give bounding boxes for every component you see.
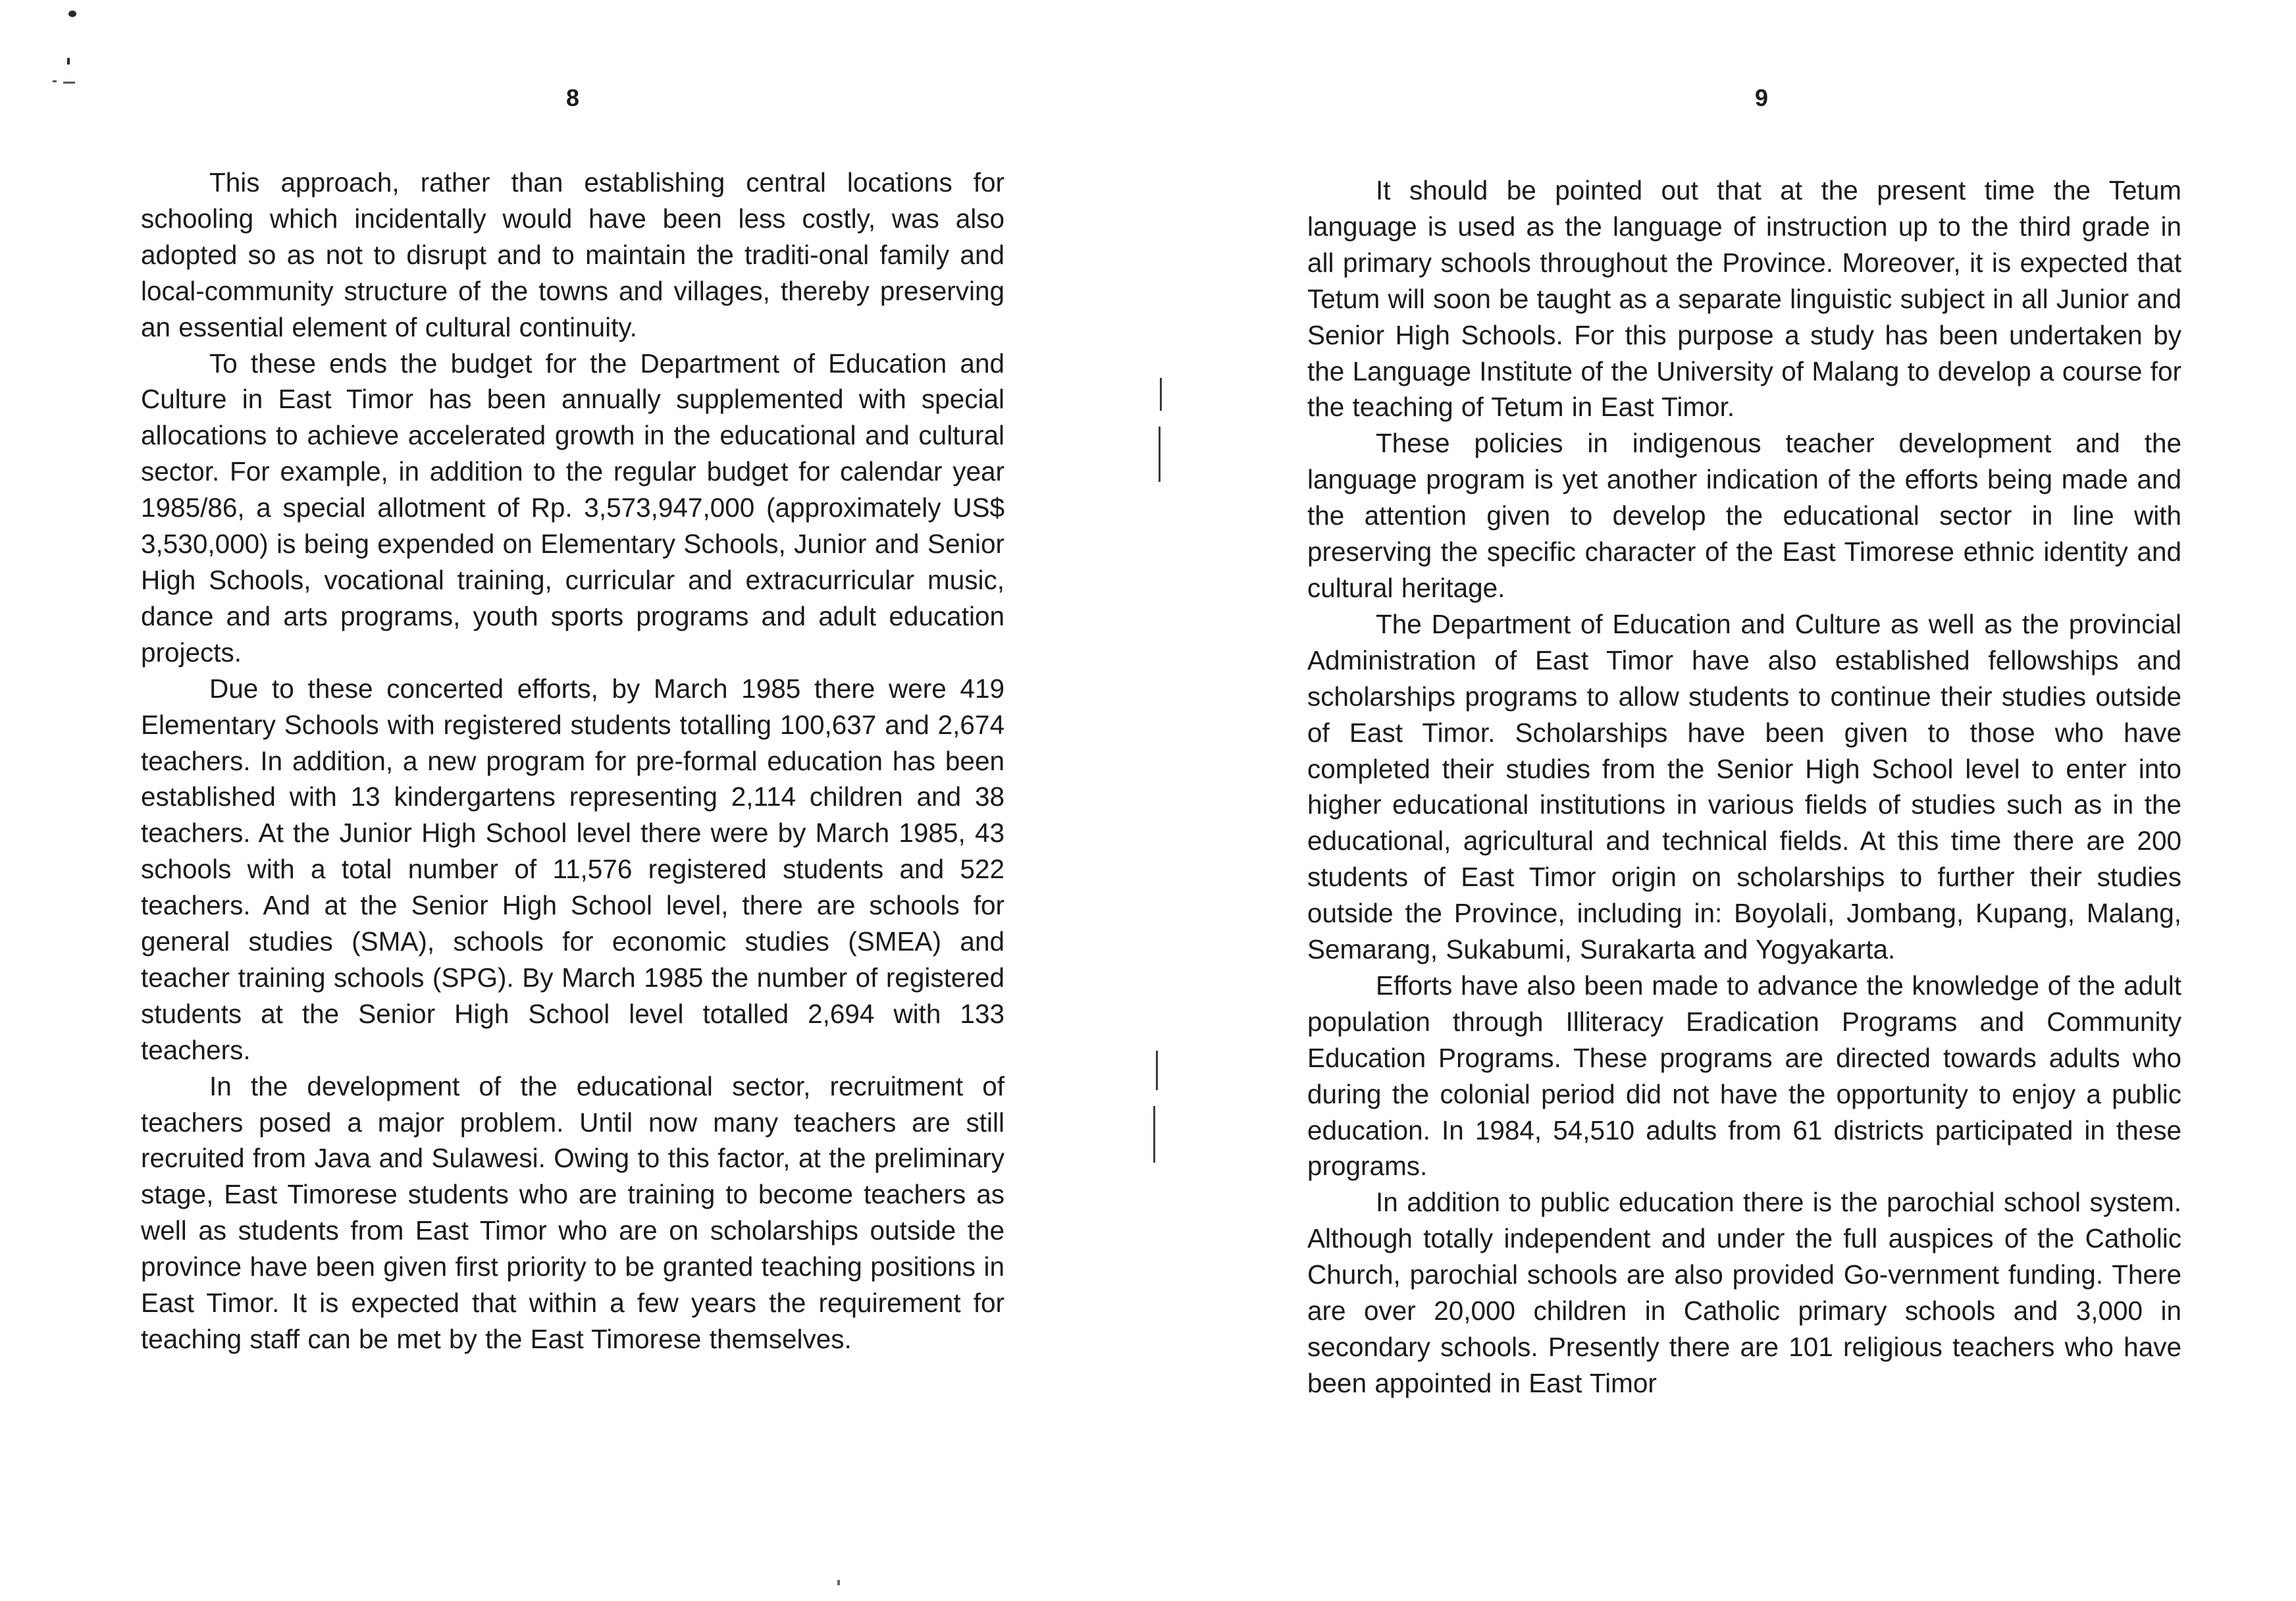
paragraph: These policies in indigenous teacher development and the language program is yet another indication of the efforts being made and the attention given to develop the educational sector in line with preserving the specific character of the East Timorese ethnic identity and cultural heritage. — [1307, 428, 2181, 603]
paragraph: This approach, rather than establishing central locations for schooling which incidentally would have been less costly, was also adopted so as not to disrupt and to maintain the traditi-onal family and local-community structure of the towns and villages, thereby preserving an essential element of cultural continuity. — [141, 167, 1004, 342]
left-page-body — [141, 165, 1004, 1357]
right-page — [1148, 0, 2296, 1601]
scan-speck — [53, 80, 57, 82]
page-number: 8 — [565, 84, 580, 111]
scan-speck — [68, 11, 76, 17]
binding-mark — [1156, 1051, 1158, 1090]
right-page-body — [1307, 172, 2181, 1402]
scan-speck — [67, 58, 70, 65]
scan-speck — [63, 82, 75, 84]
binding-mark — [1159, 427, 1161, 482]
scan-speck — [837, 1580, 840, 1585]
paragraph: In addition to public education there is the parochial school system. Although totally independent and under the full auspices of the Catholic Church, parochial schools are also provided Go-vernment funding. There are over 20,000 children in Catholic primary schools and 3,000 in secondary schools. Presently there are 101 religious teachers who have been appointed in East Timor — [1307, 1187, 2181, 1398]
paragraph: It should be pointed out that at the present time the Tetum language is used as the language of instruction up to the third grade in all primary schools throughout the Province. Moreover, it is expected that Tetum will soon be taught as a separate linguistic subject in all Junior and Senior High Schools. For this purpose a study has been undertaken by the Language Institute of the University of Malang to develop a course for the teaching of Tetum in East Timor. — [1307, 175, 2181, 423]
paragraph: Efforts have also been made to advance the knowledge of the adult population through Illiteracy Eradication Programs and Community Education Programs. These programs are directed towards adults who during the colonial period did not have the opportunity to enjoy a public education. In 1984, 54,510 adults from 61 districts participated in these programs. — [1307, 970, 2181, 1182]
paragraph: Due to these concerted efforts, by March 1985 there were 419 Elementary Schools with registered students totalling 100,637 and 2,674 teachers. In addition, a new program for pre-formal education has been established with 13 kindergartens representing 2,114 children and 38 teachers. At the Junior High School level there were by March 1985, 43 schools with a total number of 11,576 registered students and 522 teachers. And at the Senior High School level, there are schools for general studies (SMA), schools for economic studies (SMEA) and teacher training schools (SPG). By March 1985 the number of registered students at the Senior High School level totalled 2,694 with 133 teachers. — [141, 673, 1004, 1065]
paragraph: To these ends the budget for the Department of Education and Culture in East Timor has been annually supplemented with special allocations to achieve accelerated growth in the educational and cultural sector. For example, in addition to the regular budget for calendar year 1985/86, a special allotment of Rp. 3,573,947,000 (approximately US$ 3,530,000) is being expended on Elementary Schools, Junior and Senior High Schools, vocational training, curricular and extracurricular music, dance and arts programs, youth sports programs and adult education projects. — [141, 348, 1004, 668]
paragraph: In the development of the educational sector, recruitment of teachers posed a major problem. Until now many teachers are still recruited from Java and Sulawesi. Owing to this factor, at the preliminary stage, East Timorese students who are training to become teachers as well as students from East Timor who are on scholarships outside the province have been given first priority to be granted teaching positions in East Timor. It is expected that within a few years the requirement for teaching staff can be met by the East Timorese themselves. — [141, 1070, 1004, 1354]
binding-mark — [1160, 378, 1162, 411]
page-number: 9 — [1754, 84, 1769, 111]
paragraph: The Department of Education and Culture as well as the provincial Administration of East Timor have also established fellowships and scholarships programs to allow students to continue their studies outside of East Timor. Scholarships have been given to those who have completed their studies from the Senior High School level to enter into higher educational institutions in various fields of studies such as in the educational, agricultural and technical fields. At this time there are 200 students of East Timor origin on scholarships to further their studies outside the Province, including in: Boyolali, Jombang, Kupang, Malang, Semarang, Sukabumi, Surakarta and Yogyakarta. — [1307, 608, 2181, 965]
binding-mark — [1153, 1106, 1155, 1163]
